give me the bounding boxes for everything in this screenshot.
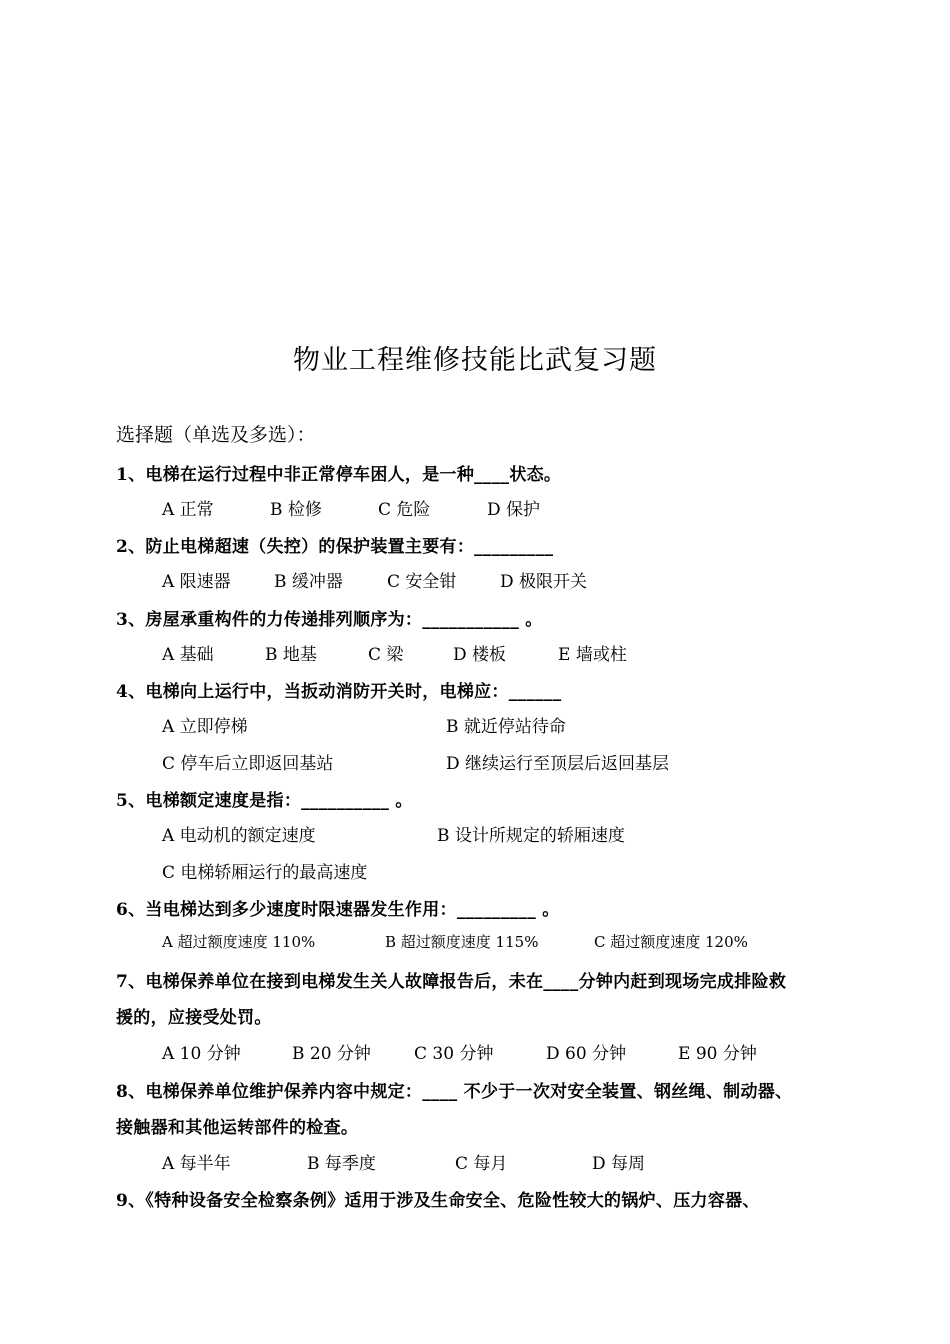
question-1-option-b: B 检修 (270, 500, 322, 520)
question-7-text-line-2: 援的，应接受处罚。 (116, 1008, 272, 1028)
question-2-option-b: B 缓冲器 (274, 572, 343, 592)
question-3-option-c: C 梁 (368, 645, 404, 665)
question-7-option-c: C 30 分钟 (414, 1044, 494, 1064)
question-8-text-line-1: 8、电梯保养单位维护保养内容中规定：____ 不少于一次对安全装置、钢丝绳、制动器、 (116, 1082, 793, 1102)
question-8-option-a: A 每半年 (162, 1154, 231, 1174)
question-6-option-a: A 超过额度速度 110% (162, 933, 316, 951)
question-8-option-c: C 每月 (455, 1154, 508, 1174)
question-5-option-b: B 设计所规定的轿厢速度 (437, 826, 625, 846)
question-2-option-d: D 极限开关 (500, 572, 588, 592)
question-1-option-d: D 保护 (487, 500, 541, 520)
question-1-text: 1、电梯在运行过程中非正常停车困人，是一种____状态。 (116, 465, 562, 485)
question-8-option-d: D 每周 (592, 1154, 646, 1174)
question-1-option-c: C 危险 (378, 500, 431, 520)
question-8-option-b: B 每季度 (307, 1154, 376, 1174)
question-3-option-b: B 地基 (265, 645, 317, 665)
question-2-option-c: C 安全钳 (387, 572, 457, 592)
question-7-option-d: D 60 分钟 (546, 1044, 627, 1064)
question-4-text: 4、电梯向上运行中，当扳动消防开关时，电梯应：______ (116, 682, 562, 702)
question-7-option-a: A 10 分钟 (162, 1044, 241, 1064)
question-5-option-c: C 电梯轿厢运行的最高速度 (162, 863, 368, 883)
question-9-text: 9、《特种设备安全检察条例》适用于涉及生命安全、危险性较大的锅炉、压力容器、 (116, 1191, 760, 1211)
question-1-option-a: A 正常 (162, 500, 214, 520)
question-2-text: 2、防止电梯超速（失控）的保护装置主要有：_________ (116, 537, 554, 557)
question-4-option-c: C 停车后立即返回基站 (162, 754, 334, 774)
question-6-option-c: C 超过额度速度 120% (594, 933, 748, 951)
question-7-text-line-1: 7、电梯保养单位在接到电梯发生关人故障报告后，未在____分钟内赶到现场完成排险救 (116, 972, 787, 992)
question-7-option-e: E 90 分钟 (678, 1044, 757, 1064)
question-6-option-b: B 超过额度速度 115% (385, 933, 539, 951)
page-title: 物业工程维修技能比武复习题 (293, 345, 657, 376)
question-3-option-d: D 楼板 (453, 645, 507, 665)
question-5-text: 5、电梯额定速度是指：__________ 。 (116, 791, 413, 811)
question-8-text-line-2: 接触器和其他运转部件的检查。 (116, 1118, 359, 1138)
question-4-option-b: B 就近停站待命 (446, 717, 566, 737)
section-heading: 选择题（单选及多选）： (116, 424, 316, 446)
question-4-option-d: D 继续运行至顶层后返回基层 (446, 754, 670, 774)
question-3-option-e: E 墙或柱 (558, 645, 627, 665)
question-3-text: 3、房屋承重构件的力传递排列顺序为：___________ 。 (116, 610, 543, 630)
question-3-option-a: A 基础 (162, 645, 214, 665)
question-6-text: 6、当电梯达到多少速度时限速器发生作用：_________ 。 (116, 900, 560, 920)
question-4-option-a: A 立即停梯 (162, 717, 248, 737)
question-7-option-b: B 20 分钟 (292, 1044, 371, 1064)
question-2-option-a: A 限速器 (162, 572, 231, 592)
question-5-option-a: A 电动机的额定速度 (162, 826, 316, 846)
